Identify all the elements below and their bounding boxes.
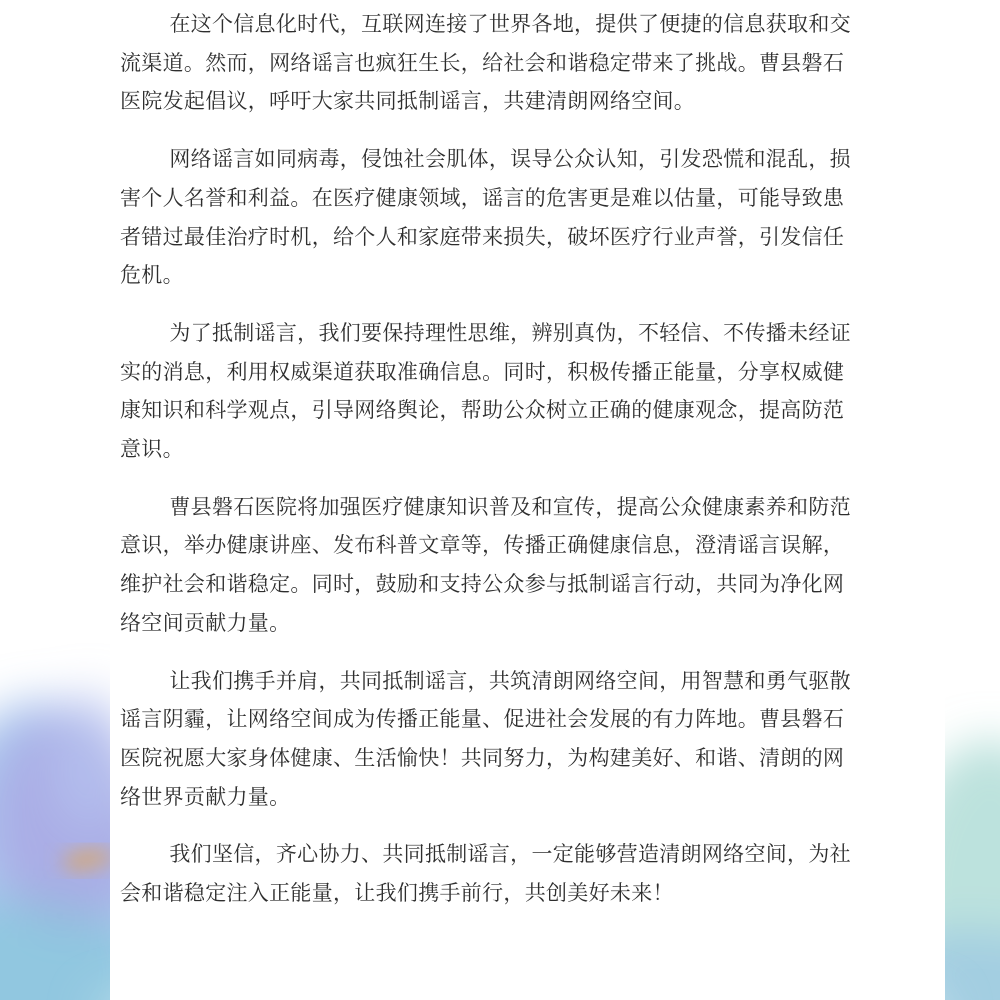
text-line: 曹县磐石医院将加强医疗健康知识普及和宣传，提高公众健康素养和防范 bbox=[169, 494, 851, 519]
text-line: 谣言阴霾，让网络空间成为传播正能量、促进社会发展的有力阵地。曹县磐石 bbox=[120, 707, 845, 732]
text-line: 我们坚信，齐心协力、共同抵制谣言，一定能够营造清朗网络空间，为社 bbox=[169, 842, 851, 867]
text-line: 危机。 bbox=[120, 263, 184, 288]
text-line: 者错过最佳治疗时机，给个人和家庭带来损失，破坏医疗行业声誉，引发信任 bbox=[120, 224, 845, 249]
paragraph-hospital bbox=[120, 488, 930, 643]
paragraph-call-to-action bbox=[120, 662, 930, 817]
text-line: 医院发起倡议，呼吁大家共同抵制谣言，共建清朗网络空间。 bbox=[120, 89, 696, 114]
text-line: 为了抵制谣言，我们要保持理性思维，辨别真伪，不轻信、不传播未经证 bbox=[169, 320, 851, 345]
paragraph-closing bbox=[120, 835, 930, 912]
text-line: 让我们携手并肩，共同抵制谣言，共筑清朗网络空间，用智慧和勇气驱散 bbox=[169, 668, 851, 693]
text-line: 康知识和科学观点，引导网络舆论，帮助公众树立正确的健康观念，提高防范 bbox=[120, 398, 845, 423]
paragraph-harm bbox=[120, 140, 930, 295]
text-line: 会和谐稳定注入正能量，让我们携手前行，共创美好未来！ bbox=[120, 881, 674, 906]
paragraph-intro bbox=[120, 5, 930, 121]
text-line: 络世界贡献力量。 bbox=[120, 784, 291, 809]
paragraph-resist bbox=[120, 314, 930, 469]
text-line: 维护社会和谐稳定。同时，鼓励和支持公众参与抵制谣言行动，共同为净化网 bbox=[120, 572, 845, 597]
text-line: 流渠道。然而，网络谣言也疯狂生长，给社会和谐稳定带来了挑战。曹县磐石 bbox=[120, 50, 845, 75]
text-line: 害个人名誉和利益。在医疗健康领域，谣言的危害更是难以估量，可能导致患 bbox=[120, 185, 845, 210]
text-line: 意识。 bbox=[120, 437, 184, 462]
text-line: 医院祝愿大家身体健康、生活愉快！共同努力，为构建美好、和谐、清朗的网 bbox=[120, 745, 845, 770]
article-body bbox=[120, 0, 930, 932]
text-line: 络空间贡献力量。 bbox=[120, 610, 291, 635]
text-line: 在这个信息化时代，互联网连接了世界各地，提供了便捷的信息获取和交 bbox=[169, 12, 851, 36]
text-line: 网络谣言如同病毒，侵蚀社会肌体，误导公众认知，引发恐慌和混乱，损 bbox=[169, 147, 851, 172]
text-line: 实的消息，利用权威渠道获取准确信息。同时，积极传播正能量，分享权威健 bbox=[120, 359, 845, 384]
text-line: 意识，举办健康讲座、发布科普文章等，传播正确健康信息，澄清谣言误解， bbox=[120, 533, 845, 558]
